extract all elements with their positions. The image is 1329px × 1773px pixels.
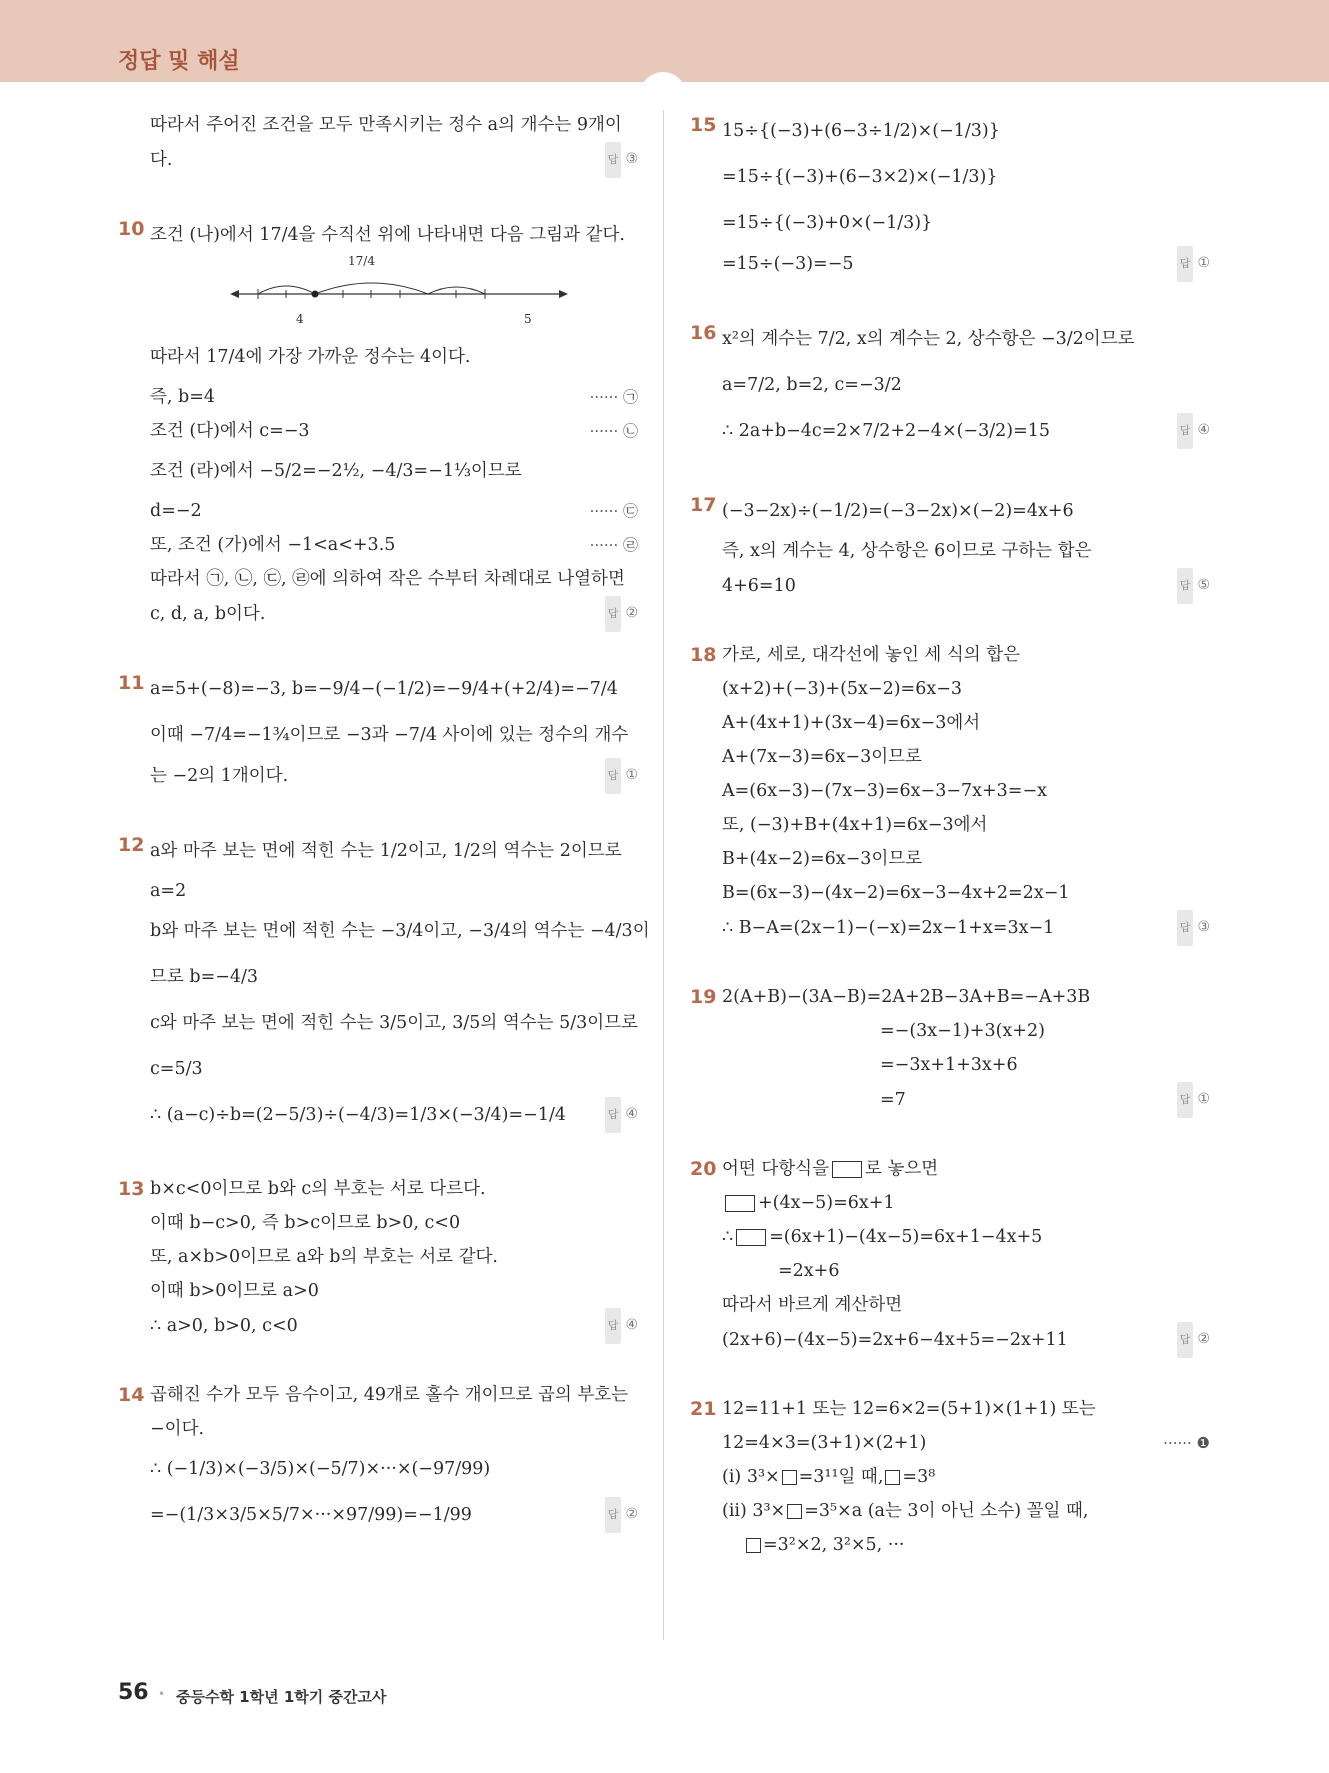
text-line: =3⁵×a (a는 3이 아닌 소수) 꼴일 때,: [804, 1501, 1089, 1521]
number-line-tick-5: 5: [524, 312, 532, 326]
text-line: ∴: [722, 1227, 734, 1247]
text-line: 또, a×b>0이므로 a와 b의 부호는 서로 같다.: [150, 1247, 498, 1267]
footer-separator: •: [158, 1687, 166, 1701]
text-line: c와 마주 보는 면에 적힌 수는 3/5이고, 3/5의 역수는 5/3이므로: [150, 1013, 639, 1033]
text-line: 이때 b−c>0, 즉 b>c이므로 b>0, c<0: [150, 1213, 461, 1233]
equation-marker: ······ ❶: [1163, 1434, 1210, 1452]
problem-number: 13: [118, 1178, 145, 1200]
text-line: ∴ 2a+b−4c=2×7/2+2−4×(−3/2)=15: [722, 421, 1051, 441]
text-line: 따라서 주어진 조건을 모두 만족시키는 정수 a의 개수는 9개이: [150, 115, 622, 135]
text-line: =15÷(−3)=−5: [722, 254, 854, 274]
text-line: c, d, a, b이다.: [150, 604, 266, 624]
text-line: 4+6=10: [722, 576, 796, 596]
text-line: −이다.: [150, 1419, 205, 1439]
text-line: +(4x−5)=6x+1: [758, 1193, 895, 1213]
text-line: b와 마주 보는 면에 적힌 수는 −3/4이고, −3/4의 역수는 −4/3이: [150, 921, 650, 941]
text-line: =2x+6: [778, 1261, 840, 1281]
text-line: 곱해진 수가 모두 음수이고, 49개로 홀수 개이므로 곱의 부호는: [150, 1385, 629, 1405]
problem-15: [690, 108, 1210, 282]
problem-14: [118, 1378, 638, 1538]
text-line: a=5+(−8)=−3, b=−9/4−(−1/2)=−9/4+(+2/4)=−7/4: [150, 679, 618, 699]
column-divider: [663, 110, 664, 1640]
problem-11: [118, 666, 638, 794]
text-line: 15÷{(−3)+(6−3÷1/2)×(−1/3)}: [722, 121, 1000, 141]
problem-number: 12: [118, 834, 145, 856]
text-line: 조건 (라)에서 −5/2=−2½, −4/3=−1⅓이므로: [150, 461, 522, 481]
text-line: d=−2: [150, 501, 202, 521]
problem-9-continued: [118, 108, 638, 178]
footer-book-title: 중등수학 1학년 1학기 중간고사: [176, 1688, 387, 1706]
problem-20: [690, 1152, 1210, 1358]
problem-number: 20: [690, 1158, 717, 1180]
blank-box: [736, 1229, 766, 1246]
blank-box: [746, 1538, 761, 1553]
text-line: ∴ (a−c)÷b=(2−5/3)÷(−4/3)=1/3×(−3/4)=−1/4: [150, 1105, 567, 1125]
text-line: 다.: [150, 150, 173, 170]
problem-16: [690, 316, 1210, 454]
text-line: a와 마주 보는 면에 적힌 수는 1/2이고, 1/2의 역수는 2이므로: [150, 841, 622, 861]
text-line: c=5/3: [150, 1059, 203, 1079]
blank-box: [782, 1470, 797, 1485]
left-column: [118, 108, 650, 1572]
problem-number: 15: [690, 114, 717, 136]
text-line: (x+2)+(−3)+(5x−2)=6x−3: [722, 679, 963, 699]
text-line: B=(6x−3)−(4x−2)=6x−3−4x+2=2x−1: [722, 883, 1070, 903]
text-line: (2x+6)−(4x−5)=2x+6−4x+5=−2x+11: [722, 1330, 1068, 1350]
number-line-point-label: 17/4: [348, 254, 375, 268]
text-line: 2(A+B)−(3A−B)=2A+2B−3A+B=−A+3B: [722, 987, 1091, 1007]
text-line: ∴ (−1/3)×(−3/5)×(−5/7)×···×(−97/99): [150, 1459, 491, 1479]
problem-12: [118, 828, 650, 1138]
answer-badge: 답 ①: [1177, 246, 1210, 282]
answer-badge: 답 ⑤: [1177, 568, 1210, 604]
page-header-title: 정답 및 해설: [118, 49, 240, 74]
answer-badge: 답 ②: [605, 1497, 638, 1533]
text-line: 는 −2의 1개이다.: [150, 766, 289, 786]
text-line: 12=11+1 또는 12=6×2=(5+1)×(1+1) 또는: [722, 1399, 1096, 1419]
problem-21: [690, 1392, 1210, 1562]
text-line: =7: [880, 1090, 906, 1110]
number-line-figure: [150, 254, 638, 330]
text-line: 이때 b>0이므로 a>0: [150, 1281, 319, 1301]
text-line: a=2: [150, 881, 187, 901]
answer-badge: 답 ①: [1177, 1082, 1210, 1118]
answer-badge: 답 ④: [605, 1308, 638, 1344]
text-line: x²의 계수는 7/2, x의 계수는 2, 상수항은 −3/2이므로: [722, 329, 1135, 349]
blank-box: [725, 1195, 755, 1212]
text-line: 따라서 17/4에 가장 가까운 정수는 4이다.: [150, 347, 471, 367]
problem-19: [690, 980, 1210, 1118]
number-line-tick-4: 4: [296, 312, 304, 326]
problem-number: 18: [690, 644, 717, 666]
blank-box: [832, 1161, 862, 1178]
equation-marker: ······ ㉡: [589, 422, 638, 440]
answer-badge: 답 ③: [1177, 910, 1210, 946]
text-line: A+(4x+1)+(3x−4)=6x−3에서: [722, 713, 981, 733]
answer-badge: 답 ②: [605, 596, 638, 632]
problem-number: 11: [118, 672, 145, 694]
text-line: (i) 3³×: [722, 1467, 780, 1487]
text-line: 로 놓으면: [865, 1159, 939, 1179]
answer-badge: 답 ④: [1177, 413, 1210, 449]
number-line: [230, 260, 570, 320]
text-line: =3¹¹일 때,: [798, 1467, 884, 1487]
text-line: A+(7x−3)=6x−3이므로: [722, 747, 922, 767]
text-line: 므로 b=−4/3: [150, 967, 259, 987]
text-line: (ii) 3³×: [722, 1501, 786, 1521]
text-line: (−3−2x)÷(−1/2)=(−3−2x)×(−2)=4x+6: [722, 501, 1074, 521]
problem-number: 19: [690, 986, 717, 1008]
problem-10: [118, 212, 638, 632]
text-line: =15÷{(−3)+0×(−1/3)}: [722, 213, 933, 233]
answer-badge: 답 ①: [605, 758, 638, 794]
text-line: =15÷{(−3)+(6−3×2)×(−1/3)}: [722, 167, 998, 187]
equation-marker: ······ ㉣: [589, 536, 638, 554]
text-line: B+(4x−2)=6x−3이므로: [722, 849, 923, 869]
equation-marker: ······ ㉢: [589, 502, 638, 520]
text-line: =−(3x−1)+3(x+2): [880, 1021, 1045, 1041]
problem-number: 16: [690, 322, 717, 344]
text-line: =(6x+1)−(4x−5)=6x+1−4x+5: [769, 1227, 1043, 1247]
problem-17: [690, 488, 1210, 604]
answer-badge: 답 ④: [605, 1097, 638, 1133]
text-line: 또, (−3)+B+(4x+1)=6x−3에서: [722, 815, 988, 835]
problem-18: [690, 638, 1210, 946]
answer-badge: 답 ②: [1177, 1322, 1210, 1358]
text-line: ∴ B−A=(2x−1)−(−x)=2x−1+x=3x−1: [722, 918, 1055, 938]
text-line: 조건 (나)에서 17/4을 수직선 위에 나타내면 다음 그림과 같다.: [150, 225, 625, 245]
text-line: 12=4×3=(3+1)×(2+1): [722, 1433, 927, 1453]
text-line: 조건 (다)에서 c=−3: [150, 421, 310, 441]
text-line: b×c<0이므로 b와 c의 부호는 서로 다르다.: [150, 1179, 486, 1199]
text-line: 즉, x의 계수는 4, 상수항은 6이므로 구하는 합은: [722, 541, 1092, 561]
text-line: a=7/2, b=2, c=−3/2: [722, 375, 902, 395]
text-line: 따라서 ㉠, ㉡, ㉢, ㉣에 의하여 작은 수부터 차례대로 나열하면: [150, 569, 625, 589]
right-column: [690, 108, 1210, 1596]
problem-13: [118, 1172, 638, 1344]
text-line: 또, 조건 (가)에서 −1<a<+3.5: [150, 535, 396, 555]
problem-number: 17: [690, 494, 717, 516]
blank-box: [787, 1504, 802, 1519]
point-17-4: [312, 291, 319, 298]
text-line: 어떤 다항식을: [722, 1159, 829, 1179]
blank-box: [885, 1470, 900, 1485]
equation-marker: ······ ㉠: [589, 388, 638, 406]
answer-badge: 답 ③: [605, 142, 638, 178]
text-line: 이때 −7/4=−1¾이므로 −3과 −7/4 사이에 있는 정수의 개수: [150, 725, 629, 745]
problem-number: 10: [118, 218, 145, 240]
text-line: =3²×2, 3²×5, ···: [763, 1535, 905, 1555]
text-line: 즉, b=4: [150, 387, 216, 407]
problem-number: 21: [690, 1398, 717, 1420]
text-line: 가로, 세로, 대각선에 놓인 세 식의 합은: [722, 645, 1021, 665]
text-line: A=(6x−3)−(7x−3)=6x−3−7x+3=−x: [722, 781, 1047, 801]
text-line: =3⁸: [902, 1467, 936, 1487]
text-line: 따라서 바르게 계산하면: [722, 1295, 903, 1315]
problem-number: 14: [118, 1384, 145, 1406]
text-line: =−(1/3×3/5×5/7×···×97/99)=−1/99: [150, 1505, 472, 1525]
text-line: =−3x+1+3x+6: [880, 1055, 1018, 1075]
page-number: 56: [118, 1680, 149, 1705]
text-line: ∴ a>0, b>0, c<0: [150, 1316, 298, 1336]
